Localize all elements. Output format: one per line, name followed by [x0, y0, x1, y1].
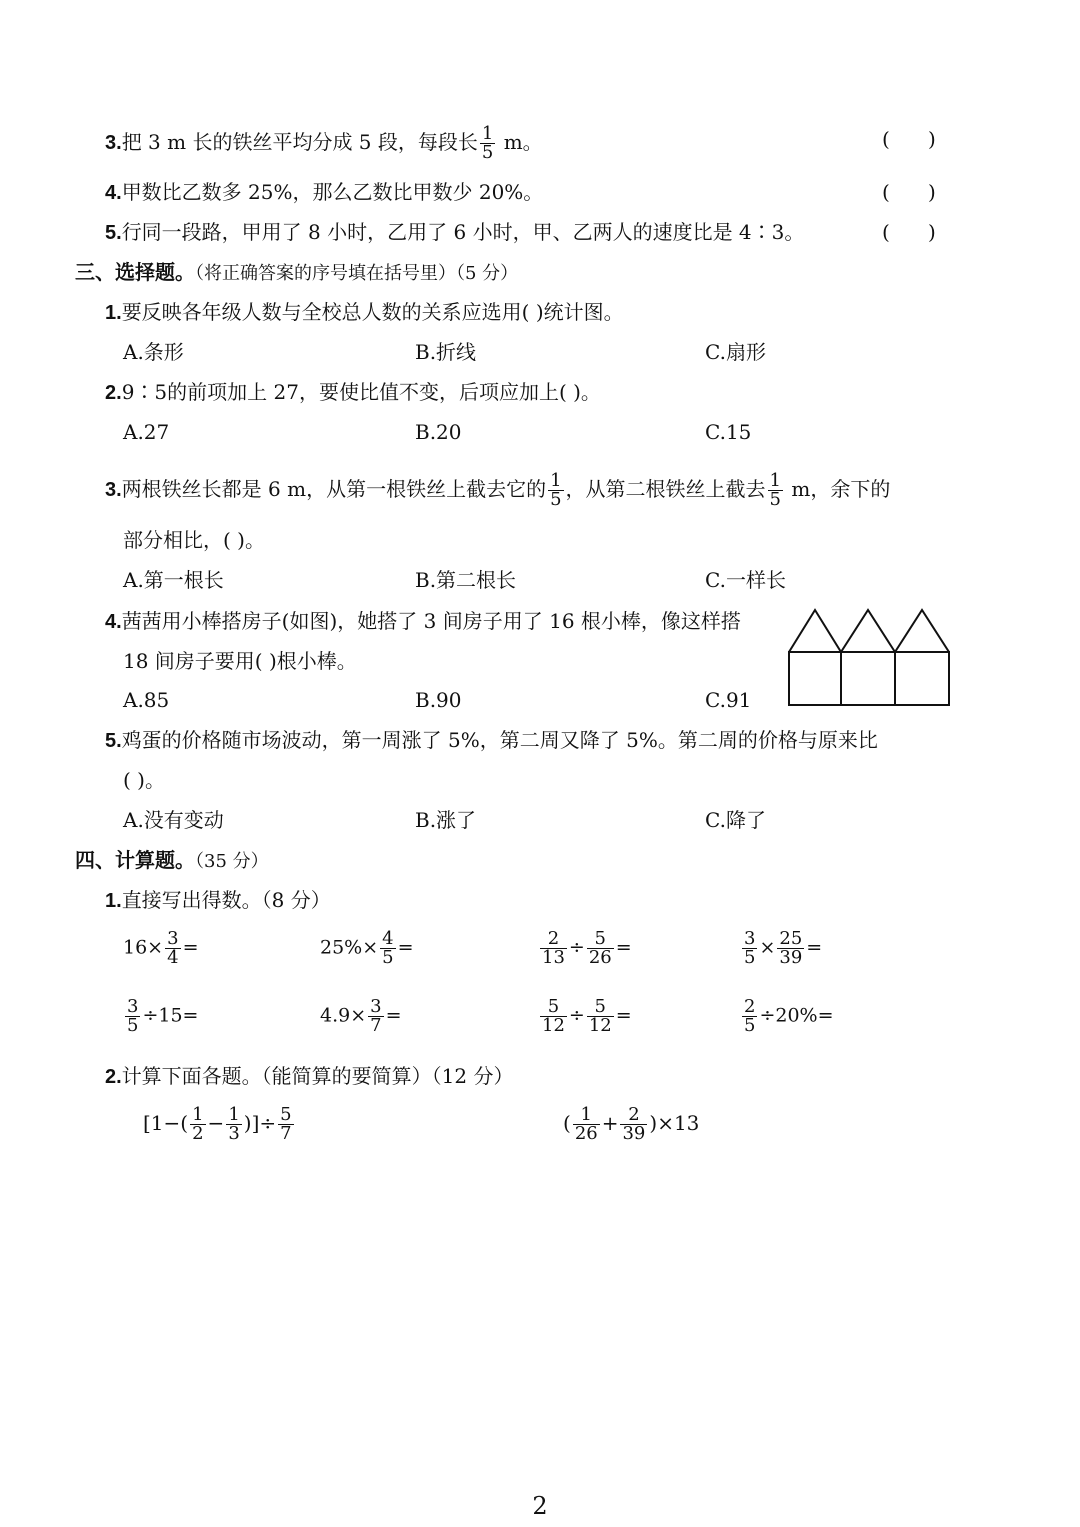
calc-e4: $\frac{3}{5}$ × $\frac{25}{39}$ =: [744, 928, 823, 968]
answer-paren[interactable]: ( ): [882, 220, 936, 244]
option-a[interactable]: A.没有变动: [123, 808, 224, 832]
house-1-roof: [789, 610, 841, 652]
calc-e3: $\frac{2}{13}$ ÷ $\frac{5}{26}$ =: [542, 928, 632, 968]
answer-paren[interactable]: ( ): [882, 127, 936, 151]
option-b[interactable]: B.20: [415, 420, 462, 444]
calc-c2: ( $\frac{1}{26}$ + $\frac{2}{39}$ )×13: [563, 1104, 700, 1144]
calc-c1: [1−( $\frac{1}{2}$ − $\frac{1}{3}$ )]÷ $\frac{5}{7}$: [143, 1104, 292, 1144]
section-4-title: 四、计算题。（35 分）: [75, 848, 269, 872]
judge-q5: 5.行同一段路，甲用了 8 小时，乙用了 6 小时，甲、乙两人的速度比是 4∶3。: [105, 220, 805, 244]
option-c[interactable]: C.扇形: [705, 340, 766, 364]
fraction: $\frac{1}{5}$: [769, 470, 781, 510]
option-a[interactable]: A.条形: [123, 340, 184, 364]
calc-e5: $\frac{3}{5}$ ÷15=: [127, 996, 199, 1036]
stick-houses-figure: [786, 606, 952, 708]
judge-q3: 3.把 3 m 长的铁丝平均分成 5 段，每段长 $\frac{1}{5}$ m。: [105, 123, 543, 163]
option-a[interactable]: A.85: [123, 688, 170, 712]
calc-e2: 25%× $\frac{4}{5}$ =: [320, 928, 414, 968]
house-3-body: [895, 652, 949, 705]
choice-q4-line2: 18 间房子要用( )根小棒。: [123, 649, 357, 673]
option-b[interactable]: B.涨了: [415, 808, 477, 832]
calc-e7: $\frac{5}{12}$ ÷ $\frac{5}{12}$ =: [542, 996, 632, 1036]
answer-paren[interactable]: ( ): [882, 180, 936, 204]
choice-q5-line2: ( )。: [123, 768, 165, 792]
choice-q1: 1.要反映各年级人数与全校总人数的关系应选用( )统计图。: [105, 300, 624, 324]
house-2-roof: [841, 610, 895, 652]
calc-sub1: 1.直接写出得数。（8 分）: [105, 888, 331, 912]
judge-q4: 4.甲数比乙数多 25%，那么乙数比甲数少 20%。: [105, 180, 544, 204]
option-b[interactable]: B.第二根长: [415, 568, 517, 592]
option-a[interactable]: A.第一根长: [123, 568, 224, 592]
option-c[interactable]: C.降了: [705, 808, 766, 832]
fraction: $\frac{1}{5}$: [481, 123, 494, 163]
choice-q3: 3.两根铁丝长都是 6 m，从第一根铁丝上截去它的 $\frac{1}{5}$ ，从第二根铁丝上截去 $\frac{1}{5}$ m，余下的: [105, 470, 891, 510]
calc-e6: 4.9× $\frac{3}{7}$ =: [320, 996, 402, 1036]
house-3-roof: [895, 610, 949, 652]
choice-q3-line2: 部分相比，( )。: [123, 528, 265, 552]
page-number: 2: [532, 1492, 548, 1520]
calc-e8: $\frac{2}{5}$ ÷20%=: [744, 996, 834, 1036]
option-b[interactable]: B.90: [415, 688, 462, 712]
house-2-body: [841, 652, 895, 705]
calc-sub2: 2.计算下面各题。（能简算的要简算）（12 分）: [105, 1064, 514, 1088]
choice-q5: 5.鸡蛋的价格随市场波动，第一周涨了 5%，第二周又降了 5%。第二周的价格与原来比: [105, 728, 878, 752]
section-3-title: 三、选择题。（将正确答案的序号填在括号里）（5 分）: [75, 260, 519, 284]
option-c[interactable]: C.一样长: [705, 568, 786, 592]
option-c[interactable]: C.15: [705, 420, 752, 444]
house-1-body: [789, 652, 841, 705]
option-a[interactable]: A.27: [123, 420, 170, 444]
option-b[interactable]: B.折线: [415, 340, 477, 364]
calc-e1: 16× $\frac{3}{4}$ =: [123, 928, 199, 968]
choice-q2: 2.9∶5的前项加上 27，要使比值不变，后项应加上( )。: [105, 380, 601, 404]
fraction: $\frac{1}{5}$: [550, 470, 562, 510]
option-c[interactable]: C.91: [705, 688, 752, 712]
choice-q4: 4.茜茜用小棒搭房子(如图)，她搭了 3 间房子用了 16 根小棒，像这样搭: [105, 609, 741, 633]
